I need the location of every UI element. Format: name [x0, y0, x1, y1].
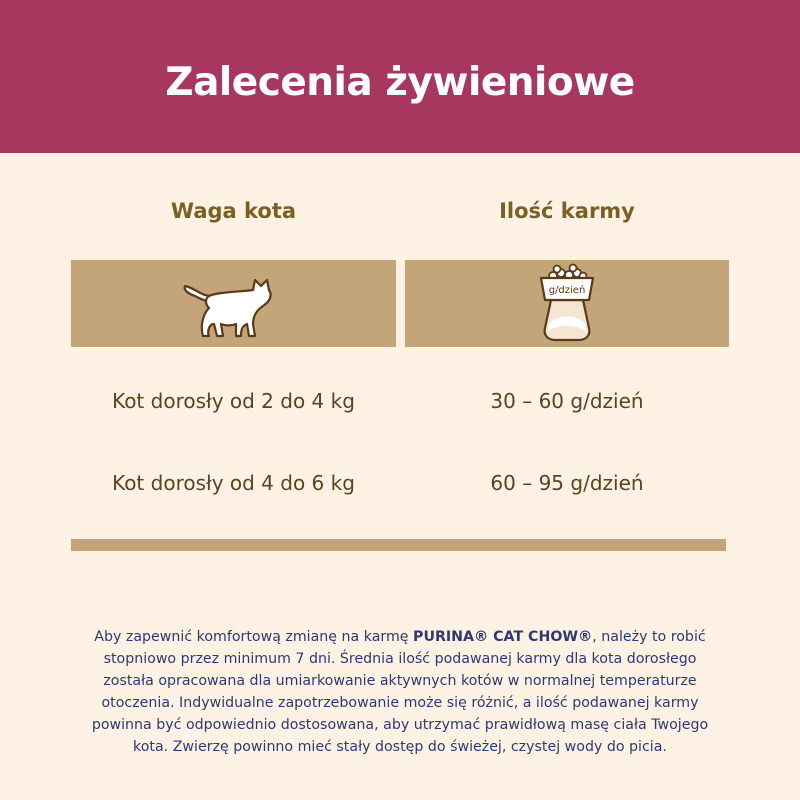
row-2-amount: 60 – 95 g/dzień: [490, 471, 644, 495]
row-1-amount: 30 – 60 g/dzień: [490, 389, 644, 413]
bowl-label: g/dzień: [548, 285, 586, 296]
header-banner: [0, 0, 800, 153]
row-1-weight: Kot dorosły od 2 do 4 kg: [112, 389, 355, 413]
footnote-brand: PURINA® CAT CHOW®: [413, 629, 593, 645]
feeding-footnote: [80, 626, 720, 758]
food-bowl-icon: [527, 262, 607, 346]
icon-band-amount: [405, 260, 729, 347]
table-bottom-divider: [71, 539, 726, 551]
cat-icon: [181, 266, 281, 346]
column-header-amount: Ilość karmy: [499, 199, 635, 223]
column-header-weight: Waga kota: [170, 199, 297, 223]
footnote-text-end: , należy to robić stopniowo przez minimum 7 dni. Średnia ilość podawanej karmy dla kota dorosłego została opracowana dla umiarkowanie aktywnych kotów w normalnej temperaturze otoczenia. Indywidualne zapotrzebowanie może się różnić, a ilość podawanej karmy powinna być odpowiednio dostosowana, aby utrzymać prawidłową masę ciała Twojego kota. Zwierzę powinno mieć stały dostęp do świeżej, czystej wody do picia.: [91, 629, 709, 755]
row-2-weight: Kot dorosły od 4 do 6 kg: [112, 471, 355, 495]
footnote-text-start: Aby zapewnić komfortową zmianę na karmę: [94, 629, 414, 645]
page-title: Zalecenia żywieniowe: [165, 60, 635, 105]
icon-band-weight: [71, 260, 396, 347]
